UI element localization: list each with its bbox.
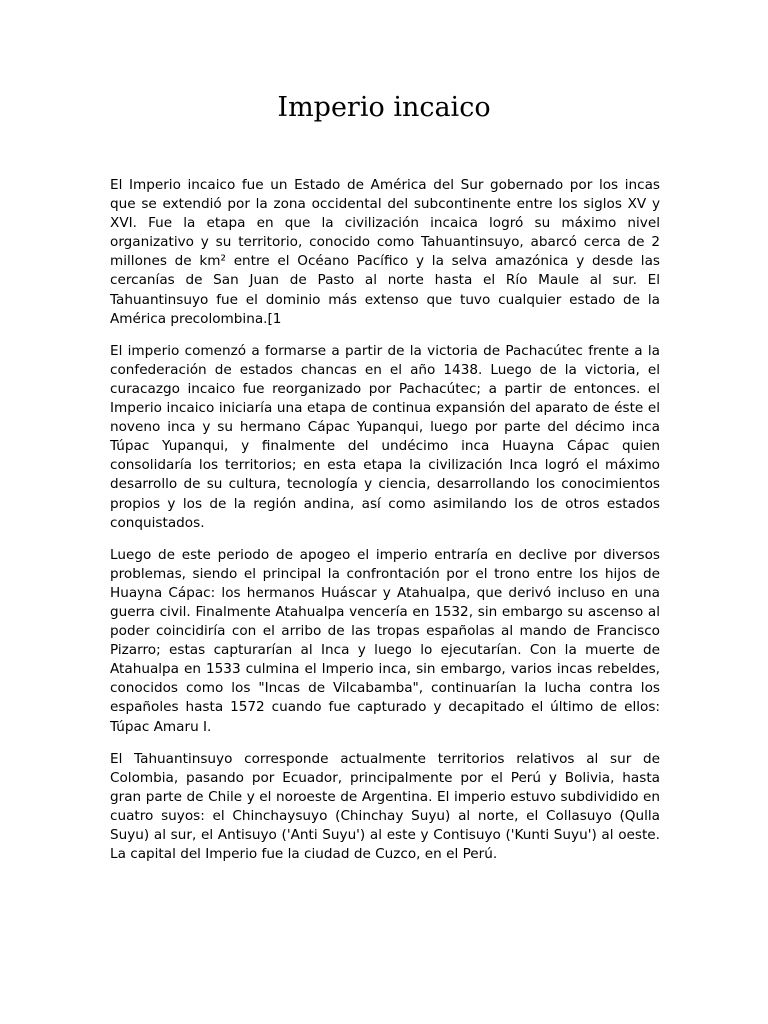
document-body: [110, 176, 660, 877]
paragraph-3: Luego de este periodo de apogeo el imperio entraría en declive por diversos problemas, siendo el principal la confrontación por el trono entre los hijos de Huayna Cápac: los hermanos Huáscar y Atahualpa, que derivó incluso en una guerra civil. Finalmente Atahualpa vencería en 1532, sin embargo su ascenso al poder coincidiría con el arribo de las tropas españolas al mando de Francisco Pizarro; estas capturarían al Inca y luego lo ejecutarían. Con la muerte de Atahualpa en 1533 culmina el Imperio inca, sin embargo, varios incas rebeldes, conocidos como los "Incas de Vilcabamba", continuarían la lucha contra los españoles hasta 1572 cuando fue capturado y decapitado el último de ellos: Túpac Amaru I.: [110, 546, 660, 735]
page-title: Imperio incaico: [277, 92, 491, 123]
paragraph-2: El imperio comenzó a formarse a partir de la victoria de Pachacútec frente a la confederación de estados chancas en el año 1438. Luego de la victoria, el curacazgo incaico fue reorganizado por Pachacútec; a partir de entonces. el Imperio incaico iniciaría una etapa de continua expansión del aparato de éste el noveno inca y su hermano Cápac Yupanqui, luego por parte del décimo inca Túpac Yupanqui, y finalmente del undécimo inca Huayna Cápac quien consolidaría los territorios; en esta etapa la civilización Inca logró el máximo desarrollo de su cultura, tecnología y ciencia, desarrollando los conocimientos propios y los de la región andina, así como asimilando los de otros estados conquistados.: [110, 342, 660, 531]
paragraph-1: El Imperio incaico fue un Estado de América del Sur gobernado por los incas que se extendió por la zona occidental del subcontinente entre los siglos XV y XVI. Fue la etapa en que la civilización incaica logró su máximo nivel organizativo y su territorio, conocido como Tahuantinsuyo, abarcó cerca de 2 millones de km² entre el Océano Pacífico y la selva amazónica y desde las cercanías de San Juan de Pasto al norte hasta el Río Maule al sur. El Tahuantinsuyo fue el dominio más extenso que tuvo cualquier estado de la América precolombina.[1: [110, 177, 660, 327]
paragraph-4: El Tahuantinsuyo corresponde actualmente territorios relativos al sur de Colombia, pasando por Ecuador, principalmente por el Perú y Bolivia, hasta gran parte de Chile y el noroeste de Argentina. El imperio estuvo subdividido en cuatro suyos: el Chinchaysuyo (Chinchay Suyu) al norte, el Collasuyo (Qulla Suyu) al sur, el Antisuyo ('Anti Suyu') al este y Contisuyo ('Kunti Suyu') al oeste. La capital del Imperio fue la ciudad de Cuzco, en el Perú.: [110, 750, 660, 863]
